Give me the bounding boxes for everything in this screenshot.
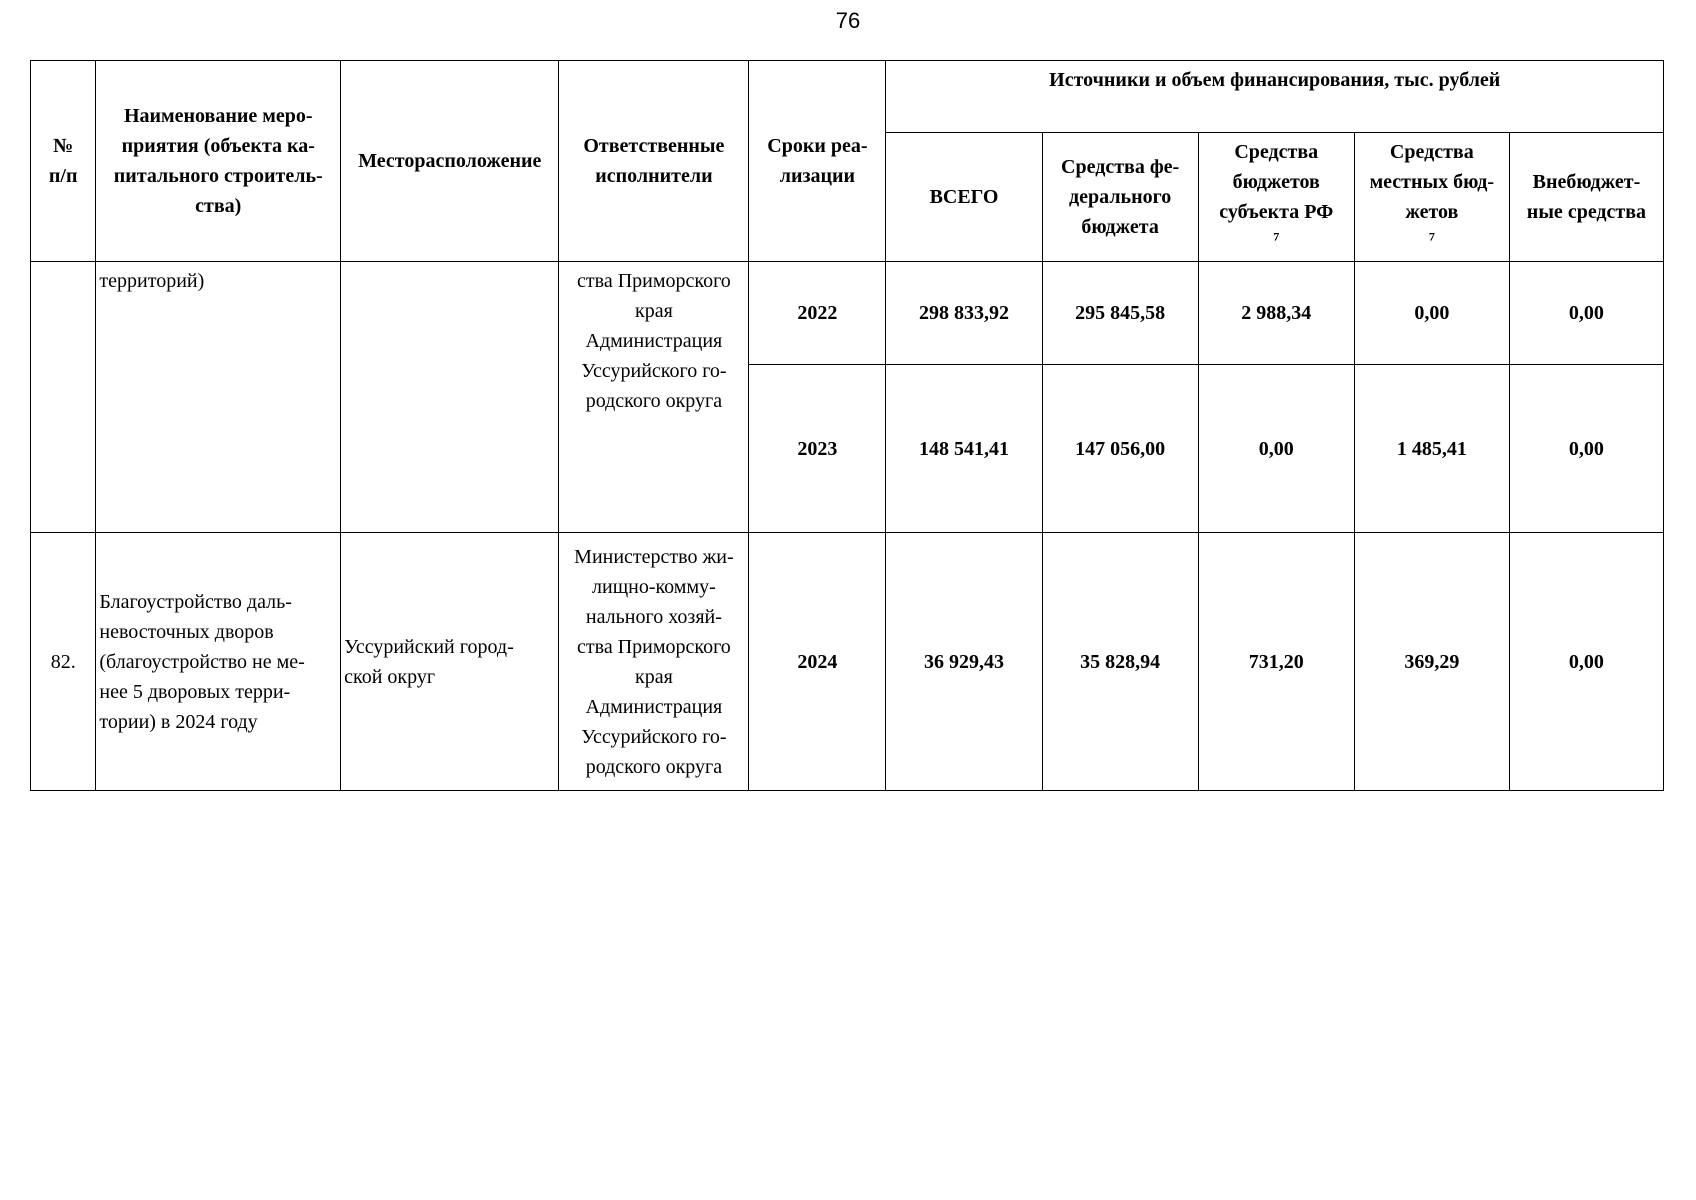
header-local: Средства местных бюд- жетов $^7$ <box>1354 133 1509 262</box>
header-funding-group: Источники и объем финансирования, тыс. рублей <box>886 61 1664 133</box>
cell-federal: 35 828,94 <box>1042 533 1198 791</box>
header-name: Наименование меро- приятия (объекта ка- питального строитель- ства) <box>96 61 341 262</box>
cell-year: 2022 <box>749 262 886 365</box>
cell-local: 369,29 <box>1354 533 1509 791</box>
cell-num: 82. <box>31 533 96 791</box>
cell-responsible: ства Приморского края Администрация Уссурийского го- родского округа <box>559 262 749 533</box>
table-row <box>31 533 1664 791</box>
cell-federal: 295 845,58 <box>1042 262 1198 365</box>
cell-subject: 2 988,34 <box>1198 262 1354 365</box>
cell-local: 0,00 <box>1354 262 1509 365</box>
header-federal: Средства фе- дерального бюджета <box>1042 133 1198 262</box>
cell-extra: 0,00 <box>1509 365 1663 533</box>
header-terms: Сроки реа- лизации <box>749 61 886 262</box>
cell-name: территорий) <box>96 262 341 533</box>
header-extra: Внебюджет- ные средства <box>1509 133 1663 262</box>
cell-extra: 0,00 <box>1509 262 1663 365</box>
footnote-mark: 7 <box>1273 229 1280 244</box>
financing-table <box>30 60 1664 791</box>
page-number: 76 <box>835 8 861 33</box>
cell-year: 2023 <box>749 365 886 533</box>
table-row <box>31 262 1664 365</box>
header-responsible: Ответственные исполнители <box>559 61 749 262</box>
header-row-1 <box>31 61 1664 133</box>
cell-num <box>31 262 96 533</box>
cell-subject: 731,20 <box>1198 533 1354 791</box>
cell-location: Уссурийский город- ской округ <box>341 533 559 791</box>
cell-name: Благоустройство даль- невосточных дворов (благоустройство не ме- нее 5 дворовых терри- тории) в 2024 году <box>96 533 341 791</box>
header-total: ВСЕГО <box>886 133 1042 262</box>
cell-total: 148 541,41 <box>886 365 1042 533</box>
header-subject: Средства бюджетов субъекта РФ $^7$ <box>1198 133 1354 262</box>
cell-total: 298 833,92 <box>886 262 1042 365</box>
header-location: Месторасположение <box>341 61 559 262</box>
cell-federal: 147 056,00 <box>1042 365 1198 533</box>
footnote-mark: 7 <box>1428 229 1435 244</box>
cell-location <box>341 262 559 533</box>
cell-responsible: Министерство жи- лищно-комму- нального хозяй- ства Приморского края Администрация Уссурийского го- родского округа <box>559 533 749 791</box>
cell-subject: 0,00 <box>1198 365 1354 533</box>
cell-total: 36 929,43 <box>886 533 1042 791</box>
cell-local: 1 485,41 <box>1354 365 1509 533</box>
cell-year: 2024 <box>749 533 886 791</box>
header-num: № п/п <box>31 61 96 262</box>
cell-extra: 0,00 <box>1509 533 1663 791</box>
